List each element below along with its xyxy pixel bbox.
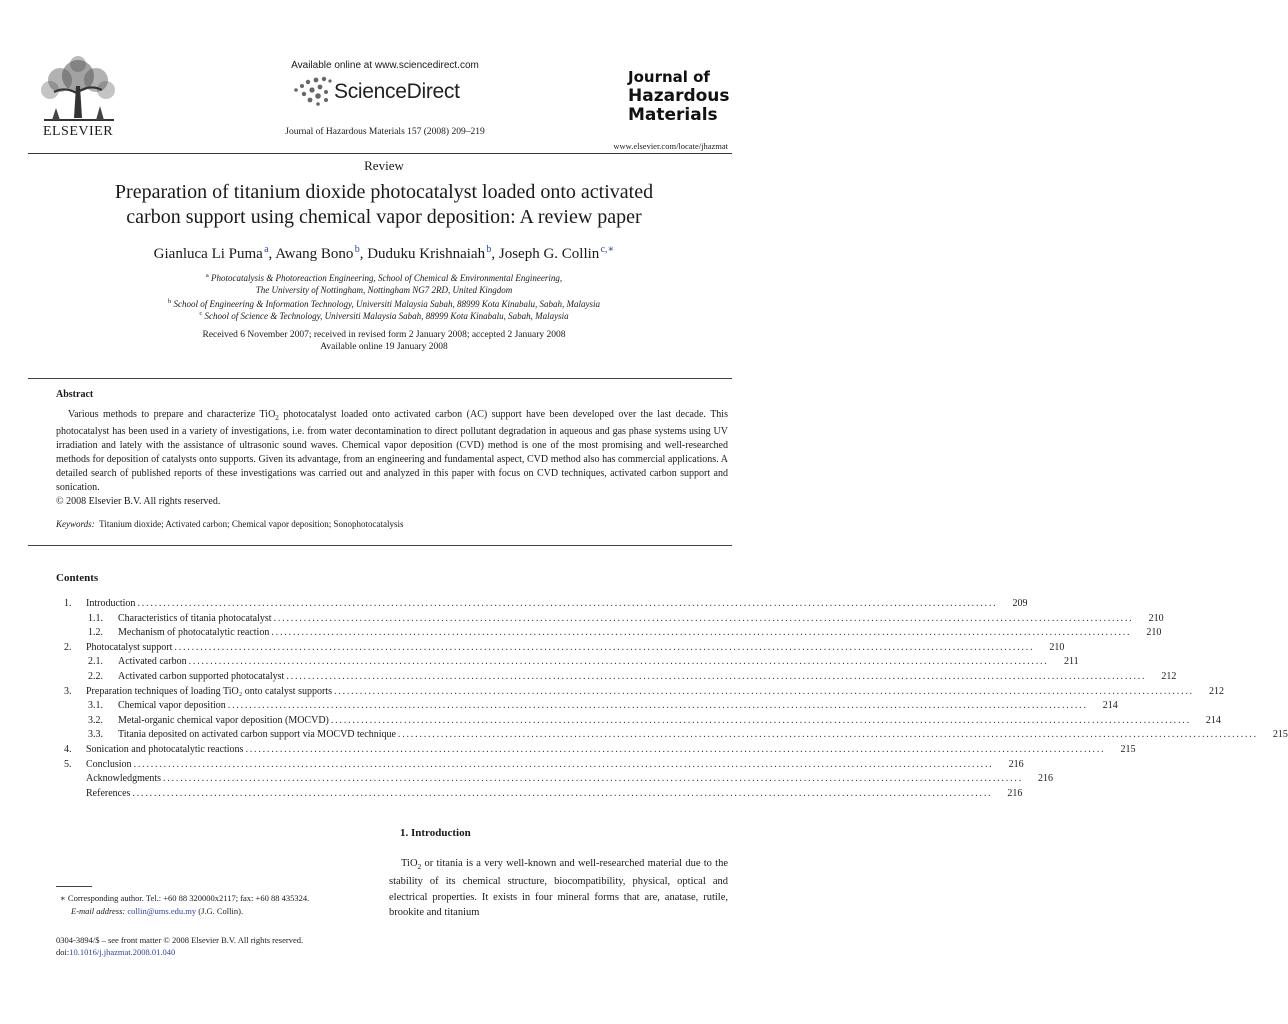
email-label: E-mail address:	[71, 906, 126, 916]
toc-page-number: 210	[1146, 627, 1162, 639]
toc-entry[interactable]	[56, 641, 1065, 657]
toc-entry[interactable]	[56, 729, 1288, 744]
received-dates: Received 6 November 2007; received in revised form 2 January 2008; accepted 2 January 2008	[202, 330, 566, 340]
copyright-notice: © 2008 Elsevier B.V. All rights reserved.	[56, 496, 221, 507]
author-name: Gianluca Li Puma	[153, 246, 263, 262]
toc-leader-dots: ........................................................................................................................................................................................................	[174, 641, 1035, 653]
author-list: Gianluca Li Puma $^a$, Awang Bono $^b$, Duduku Krishnaiah $^b$, Joseph G. Collin $^{c,∗}$	[153, 244, 615, 262]
toc-page-number: 209	[1012, 598, 1028, 609]
toc-leader-dots: ........................................................................................................................................................................................................	[333, 685, 1194, 697]
affiliation-text: The University of Nottingham, Nottingham NG7 2RD, United Kingdom	[255, 285, 513, 295]
affiliation-text: School of Engineering & Information Technology, Universiti Malaysia Sabah, 88999 Kota Kinabalu, Sabah, Malaysia	[173, 299, 600, 309]
contents-heading: Contents	[56, 572, 99, 584]
toc-page-number: 216	[1008, 758, 1024, 770]
author-affiliation-link[interactable]: b	[354, 244, 360, 255]
author-name: Awang Bono	[275, 246, 354, 262]
available-date: Available online 19 January 2008	[320, 342, 448, 352]
toc-number: 2.1.	[88, 656, 103, 668]
toc-page-number: 210	[1148, 612, 1164, 624]
toc-leader-dots: ........................................................................................................................................................................................................	[273, 612, 1134, 624]
author-affiliation-link[interactable]: b	[486, 244, 492, 255]
affiliation-c	[40, 308, 728, 322]
affiliation-marker: c	[199, 310, 203, 317]
affiliation-a	[40, 270, 728, 296]
toc-label: Photocatalyst support	[86, 641, 173, 653]
toc-page-number: 216	[1038, 773, 1053, 785]
journal-logo-line-1: Journal of	[628, 68, 710, 86]
toc-entry[interactable]	[56, 598, 1028, 613]
toc-number: 4.	[64, 743, 72, 755]
toc-page-number: 215	[1272, 729, 1288, 741]
toc-label: Introduction	[86, 598, 136, 609]
toc-label: Preparation techniques of loading TiO₂ onto catalyst supports	[86, 685, 332, 697]
table-of-contents	[56, 598, 1288, 802]
sciencedirect-dots-icon	[290, 76, 334, 108]
abstract-text: Various methods to prepare and characterize TiO$_2$ photocatalyst loaded onto activated carbon (AC) support have been developed over the last decade. This photocatalyst has been used in a variety of investigations, i.e. from water decontamination to direct pollutant degradation in aqueous and gas phase systems using UV irradiation and lately with the assistance of ultrasonic sound waves. Chemical vapor deposition (CVD) method is one of the most promising and well-researched methods for deposition of catalysts onto supports. Given its advantage, from an engineering and fundamental aspect, CVD method also has commercial applications. A detailed search of published reports of these investigations was carried out and analyzed in this paper with focus on CVD techniques, activated carbon support and sonication.	[56, 409, 728, 493]
toc-entry[interactable]	[56, 773, 1053, 788]
elsevier-tree-logo	[30, 56, 126, 126]
toc-number: 2.2.	[88, 670, 103, 682]
author-name: Joseph G. Collin	[498, 246, 600, 262]
journal-reference: Journal of Hazardous Materials 157 (2008) 209–219	[285, 127, 485, 137]
sciencedirect-wordmark: ScienceDirect	[334, 80, 460, 103]
toc-number: 1.1.	[88, 612, 103, 624]
toc-entry[interactable]	[56, 787, 1023, 803]
journal-logo-line-2: Hazardous	[628, 86, 730, 106]
journal-logo	[628, 68, 748, 125]
toc-number: 5.	[64, 758, 72, 770]
toc-leader-dots: ........................................................................................................................................................................................................	[133, 758, 994, 770]
toc-leader-dots: ........................................................................................................................................................................................................	[271, 627, 1132, 639]
toc-entry[interactable]	[56, 670, 1177, 686]
toc-leader-dots: ........................................................................................................................................................................................................	[132, 787, 993, 799]
toc-label: Acknowledgments	[86, 773, 161, 785]
email-owner: (J.G. Collin).	[196, 906, 244, 916]
toc-entry[interactable]	[56, 627, 1162, 642]
toc-label: Sonication and photocatalytic reactions	[86, 743, 244, 755]
toc-leader-dots: ........................................................................................................................................................................................................	[245, 743, 1106, 755]
toc-page-number: 215	[1120, 743, 1136, 755]
toc-leader-dots: ........................................................................................................................................................................................................	[163, 773, 1023, 785]
toc-label: Activated carbon supported photocatalyst	[118, 670, 285, 682]
journal-url-link[interactable]: www.elsevier.com/locate/jhazmat	[613, 141, 728, 151]
article-title	[40, 180, 728, 230]
keywords	[56, 519, 404, 529]
toc-number: 3.2.	[88, 714, 103, 726]
toc-entry[interactable]	[56, 700, 1118, 715]
toc-entry[interactable]	[56, 743, 1136, 759]
article-title-line-1: Preparation of titanium dioxide photocatalyst loaded onto activated	[114, 181, 654, 203]
toc-leader-dots: ........................................................................................................................................................................................................	[330, 714, 1191, 726]
toc-entry[interactable]	[56, 656, 1079, 671]
toc-number: 3.3.	[88, 729, 103, 741]
keywords-list: Titanium dioxide; Activated carbon; Chemical vapor deposition; Sonophotocatalysis	[99, 519, 404, 529]
toc-number: 3.	[64, 685, 72, 697]
affiliation-marker: a	[205, 272, 209, 279]
toc-entry[interactable]	[56, 714, 1221, 730]
toc-label: Titania deposited on activated carbon support via MOCVD technique	[118, 729, 396, 741]
sciencedirect-logo	[290, 76, 490, 110]
toc-label: Conclusion	[86, 758, 132, 770]
journal-logo-line-3: Materials	[628, 105, 718, 125]
abstract-top-divider	[28, 378, 732, 379]
toc-leader-dots: ........................................................................................................................................................................................................	[188, 656, 1049, 668]
affiliation-text: School of Science & Technology, Universiti Malaysia Sabah, 88999 Kota Kinabalu, Sabah, Malaysia	[204, 311, 569, 321]
toc-page-number: 214	[1102, 700, 1118, 712]
doi-label: doi:	[56, 947, 70, 957]
toc-page-number: 212	[1161, 670, 1177, 682]
toc-number: 2.	[64, 641, 72, 653]
toc-leader-dots: ........................................................................................................................................................................................................	[227, 700, 1088, 712]
toc-number: 1.2.	[88, 627, 103, 639]
toc-page-number: 214	[1205, 714, 1221, 726]
email-note	[71, 906, 243, 916]
abstract-bottom-divider	[28, 545, 732, 546]
abstract-heading: Abstract	[56, 389, 94, 400]
introduction-heading: 1. Introduction	[400, 827, 471, 839]
author-affiliation-link[interactable]: a	[264, 244, 269, 255]
introduction-text: TiO$_2$ or titania is a very well-known and well-researched material due to the stability of its chemical structure, biocompatibility, physical, optical and electrical properties. It exists in four mineral forms that are, anatase, rutile, brookite and titanium	[389, 858, 728, 918]
doi-line	[56, 947, 175, 957]
affiliation-marker: b	[168, 298, 172, 305]
toc-label: Mechanism of photocatalytic reaction	[118, 627, 270, 639]
keywords-label: Keywords:	[56, 519, 95, 529]
toc-label: Chemical vapor deposition	[118, 700, 226, 712]
toc-entry[interactable]	[56, 758, 1024, 774]
toc-entry[interactable]	[56, 685, 1224, 701]
available-online-text: Available online at www.sciencedirect.com	[291, 60, 479, 71]
toc-number: 3.1.	[88, 700, 103, 712]
footnote-divider	[56, 886, 92, 887]
toc-label: Characteristics of titania photocatalyst	[118, 612, 272, 624]
author-affiliation-link[interactable]: c,∗	[600, 244, 615, 255]
publisher-name: ELSEVIER	[42, 124, 114, 139]
article-title-line-2: carbon support using chemical vapor deposition: A review paper	[126, 206, 642, 228]
toc-label: References	[86, 787, 131, 799]
header-divider	[28, 153, 732, 154]
issn-notice: 0304-3894/$ – see front matter © 2008 Elsevier B.V. All rights reserved.	[56, 935, 304, 945]
toc-leader-dots: ........................................................................................................................................................................................................	[137, 598, 998, 609]
doi-link[interactable]: 10.1016/j.jhazmat.2008.01.040	[69, 947, 176, 957]
corresponding-author-note: ∗ Corresponding author. Tel.: +60 88 320000x2117; fax: +60 88 435324.	[60, 893, 310, 903]
affiliation-text: Photocatalysis & Photoreaction Engineering, School of Chemical & Environmental Engineering,	[211, 273, 563, 283]
toc-label: Metal-organic chemical vapor deposition (MOCVD)	[118, 714, 329, 726]
toc-page-number: 210	[1049, 641, 1065, 653]
toc-label: Activated carbon	[118, 656, 187, 668]
toc-number: 1.	[64, 598, 72, 609]
author-name: Duduku Krishnaiah	[367, 246, 486, 262]
article-type: Review	[364, 158, 404, 173]
email-link[interactable]: collin@ums.edu.my	[127, 906, 197, 916]
toc-page-number: 211	[1063, 656, 1079, 668]
toc-page-number: 212	[1208, 685, 1224, 697]
toc-page-number: 216	[1007, 787, 1023, 799]
toc-leader-dots: ........................................................................................................................................................................................................	[286, 670, 1147, 682]
toc-leader-dots: ........................................................................................................................................................................................................	[397, 729, 1258, 741]
toc-entry[interactable]	[56, 612, 1164, 628]
